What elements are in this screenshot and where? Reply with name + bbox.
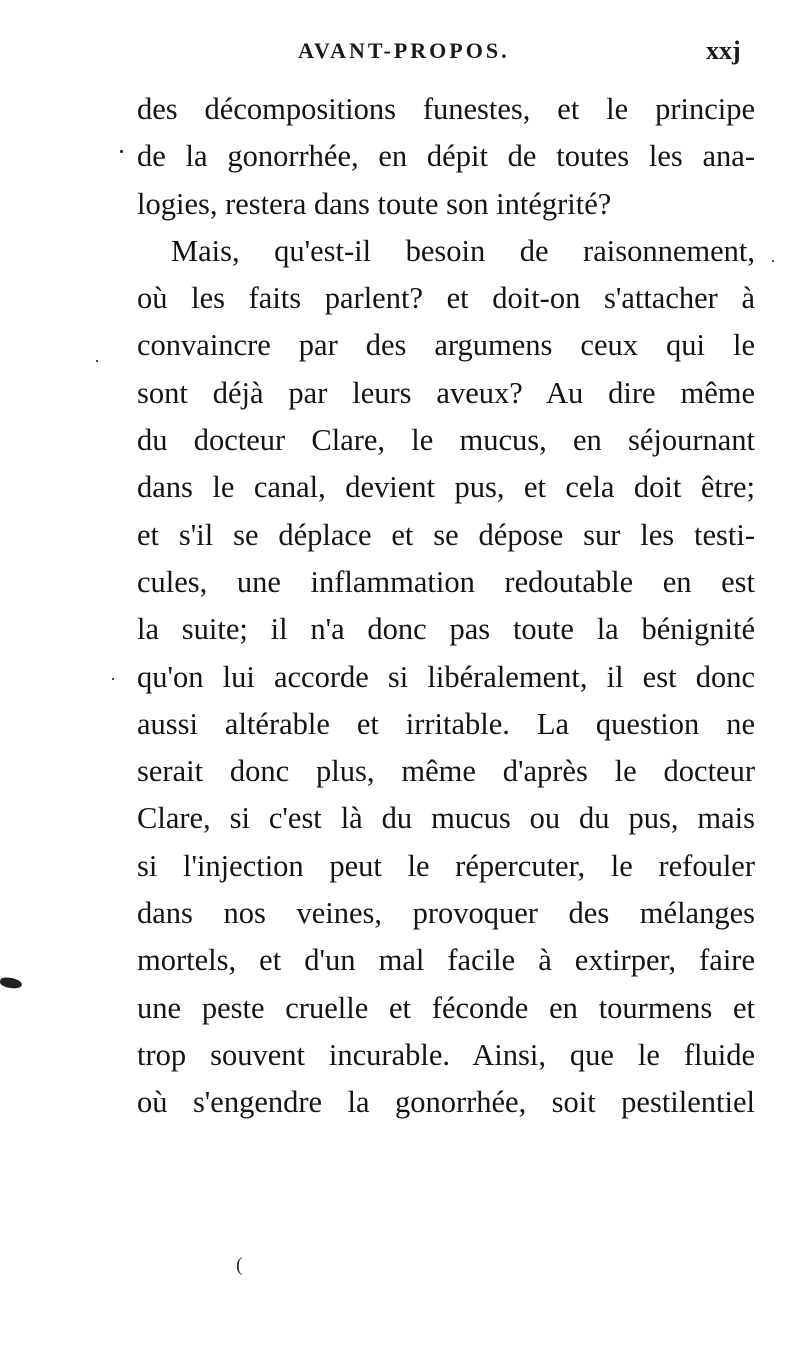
text-line: sont déjà par leurs aveux? Au dire même [137,375,755,410]
text-line: cules, une inflammation redoutable en est [137,564,755,599]
text-line: Mais, qu'est-il besoin de raisonnement, [171,233,755,268]
ink-speck [96,360,98,362]
paragraph [137,228,755,1127]
text-line: mortels, et d'un mal facile à extirper, faire [137,943,755,978]
page-number: xxj [706,36,741,65]
text-line: et s'il se déplace et se dépose sur les testi- [137,517,755,552]
text-line: la suite; il n'a donc pas toute la bénignité [137,612,755,647]
page-header [0,38,800,78]
stray-mark: ( [236,1254,243,1276]
text-line: serait donc plus, même d'après le docteur [137,754,755,789]
text-line: où s'engendre la gonorrhée, soit pestilentiel [137,1085,755,1120]
text-line: Clare, si c'est là du mucus ou du pus, mais [137,801,755,836]
margin-ink-blot [0,977,23,990]
text-line: trop souvent incurable. Ainsi, que le fluide [137,1037,755,1072]
body-text [137,86,755,1127]
ink-speck [112,678,114,680]
text-line: où les faits parlent? et doit-on s'attacher à [137,281,755,316]
text-line: dans le canal, devient pus, et cela doit être; [137,470,755,505]
text-line: qu'on lui accorde si libéralement, il est donc [137,659,755,694]
text-line: dans nos veines, provoquer des mélanges [137,896,755,931]
text-line: logies, restera dans toute son intégrité? [137,186,612,221]
running-head: AVANT-PROPOS. [298,38,510,63]
text-line: de la gonorrhée, en dépit de toutes les ana- [137,139,755,174]
text-line: aussi altérable et irritable. La question ne [137,706,755,741]
paragraph-continued [137,86,755,228]
text-line: du docteur Clare, le mucus, en séjournant [137,423,755,458]
text-line: convaincre par des argumens ceux qui le [137,328,755,363]
ink-speck [772,260,774,262]
text-line: si l'injection peut le répercuter, le refouler [137,848,755,883]
text-line: une peste cruelle et féconde en tourmens et [137,990,755,1025]
ink-speck [120,150,123,153]
text-line: des décompositions funestes, et le principe [137,92,755,126]
